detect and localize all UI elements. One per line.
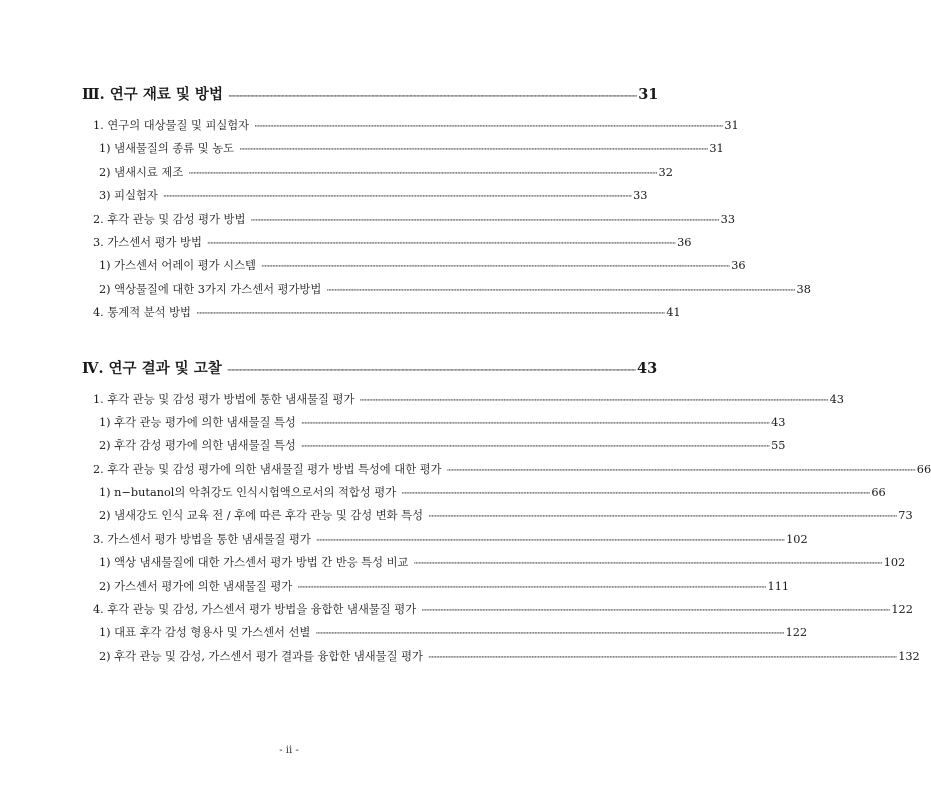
toc-entry-title: 3. 가스센서 평가 방법 bbox=[93, 235, 202, 249]
toc-entry-title: 1) 가스센서 어레이 평가 시스템 bbox=[99, 259, 256, 273]
toc-chapter-title: Ⅲ. 연구 재료 및 방법 bbox=[82, 86, 223, 103]
toc-leader-dots: ············································································································································································································································································································ bbox=[359, 395, 828, 406]
toc-subsection[interactable] bbox=[82, 434, 786, 457]
toc-subsection[interactable] bbox=[82, 254, 746, 277]
toc-chapter-4-items bbox=[82, 388, 931, 669]
toc-entry-title: 3) 피실험자 bbox=[99, 189, 158, 203]
toc-entry-title: 2) 냄새시료 제조 bbox=[99, 165, 184, 179]
toc-leader-dots: ············································································································································································································································································································ bbox=[226, 365, 636, 376]
toc-page-number: 33 bbox=[633, 189, 648, 203]
toc-section[interactable] bbox=[82, 208, 736, 231]
toc-leader-dots: ············································································································································································································································································································ bbox=[315, 535, 785, 546]
toc-entry-title: 1) 냄새물질의 종류 및 농도 bbox=[99, 142, 235, 156]
toc-entry-title: 2) 액상물질에 대한 3가지 가스센서 평가방법 bbox=[99, 282, 322, 296]
page-footer-number: - ii - bbox=[279, 745, 299, 756]
toc-chapter-3-items bbox=[82, 114, 811, 325]
toc-leader-dots: ············································································································································································································································································································ bbox=[300, 442, 770, 453]
toc-page-number: 102 bbox=[786, 532, 808, 546]
toc-page-number: 36 bbox=[677, 235, 692, 249]
toc-page-number: 73 bbox=[898, 509, 913, 523]
toc-entry-title: 2) 후각 관능 및 감성, 가스센서 평가 결과를 융합한 냄새물질 평가 bbox=[99, 649, 423, 663]
toc-subsection[interactable] bbox=[82, 645, 920, 668]
toc-leader-dots: ············································································································································································································································································································ bbox=[162, 192, 632, 203]
toc-leader-dots: ············································································································································································································································································································ bbox=[206, 238, 676, 249]
toc-page-number: 38 bbox=[796, 282, 811, 296]
toc-subsection[interactable] bbox=[82, 184, 648, 207]
toc-page-number: 41 bbox=[666, 306, 681, 320]
toc-page-number: 31 bbox=[638, 86, 659, 103]
toc-section[interactable] bbox=[82, 458, 931, 481]
toc-entry-title: 2) 냄새강도 인식 교육 전 / 후에 따른 후각 관능 및 감성 변화 특성 bbox=[99, 509, 423, 523]
toc-chapter-3[interactable] bbox=[82, 84, 659, 106]
toc-leader-dots: ············································································································································································································································································································ bbox=[428, 512, 897, 523]
toc-chapter-title: Ⅳ. 연구 결과 및 고찰 bbox=[82, 359, 222, 377]
toc-section[interactable] bbox=[82, 598, 913, 621]
toc-entry-title: 1) 액상 냄새물질에 대한 가스센서 평가 방법 간 반응 특성 비교 bbox=[99, 556, 409, 570]
toc-leader-dots: ············································································································································································································································································································ bbox=[195, 309, 665, 320]
toc-page-number: 36 bbox=[731, 259, 746, 273]
toc-entry-title: 1) n−butanol의 악취강도 인식시험액으로서의 적합성 평가 bbox=[99, 486, 397, 500]
toc-leader-dots: ············································································································································································································································································································ bbox=[446, 465, 915, 476]
toc-page-number: 122 bbox=[785, 626, 808, 640]
toc-entry-title: 1. 후각 관능 및 감성 평가 방법에 통한 냄새물질 평가 bbox=[93, 392, 355, 406]
toc-page-number: 111 bbox=[767, 579, 790, 593]
toc-leader-dots: ············································································································································································································································································································ bbox=[401, 489, 870, 500]
toc-page-number: 43 bbox=[829, 392, 844, 406]
toc-entry-title: 2) 가스센서 평가에 의한 냄새물질 평가 bbox=[99, 579, 293, 593]
toc-entry-title: 2. 후각 관능 및 감성 평가 방법 bbox=[93, 212, 246, 226]
toc-subsection[interactable] bbox=[82, 481, 886, 504]
toc-subsection[interactable] bbox=[82, 575, 790, 598]
toc-entry-title: 4. 통계적 분석 방법 bbox=[93, 306, 191, 320]
toc-page-number: 43 bbox=[637, 359, 658, 377]
toc-page-number: 43 bbox=[771, 415, 786, 429]
toc-leader-dots: ············································································································································································································································································································ bbox=[421, 606, 890, 617]
toc-entry-title: 1) 후각 관능 평가에 의한 냄새물질 특성 bbox=[99, 415, 296, 429]
toc-subsection[interactable] bbox=[82, 621, 808, 644]
toc-leader-dots: ············································································································································································································································································································ bbox=[315, 629, 784, 640]
toc-section[interactable] bbox=[82, 388, 844, 411]
toc-subsection[interactable] bbox=[82, 504, 913, 527]
toc-page-number: 55 bbox=[771, 439, 786, 453]
toc-entry-title: 3. 가스센서 평가 방법을 통한 냄새물질 평가 bbox=[93, 532, 311, 546]
toc-entry-title: 4. 후각 관능 및 감성, 가스센서 평가 방법을 융합한 냄새물질 평가 bbox=[93, 603, 417, 617]
toc-page-number: 31 bbox=[709, 142, 724, 156]
toc-section[interactable] bbox=[82, 528, 808, 551]
toc-leader-dots: ············································································································································································································································································································ bbox=[427, 652, 897, 663]
toc-page-number: 132 bbox=[898, 649, 920, 663]
toc-leader-dots: ············································································································································································································································································································ bbox=[300, 418, 770, 429]
toc-leader-dots: ············································································································································································································································································································ bbox=[413, 559, 882, 570]
toc-page-number: 66 bbox=[871, 486, 886, 500]
toc-subsection[interactable] bbox=[82, 411, 786, 434]
toc-page-number: 66 bbox=[916, 462, 931, 476]
toc-subsection[interactable] bbox=[82, 161, 673, 184]
toc-entry-title: 1. 연구의 대상물질 및 피실험자 bbox=[93, 119, 250, 132]
toc-subsection[interactable] bbox=[82, 551, 906, 574]
toc-leader-dots: ············································································································································································································································································································ bbox=[188, 168, 657, 179]
toc-leader-dots: ············································································································································································································································································································ bbox=[254, 122, 723, 132]
toc-entry-title: 1) 대표 후각 감성 형용사 및 가스센서 선별 bbox=[99, 626, 311, 640]
toc-leader-dots: ············································································································································································································································································································ bbox=[250, 215, 719, 226]
toc-page-number: 122 bbox=[891, 603, 913, 617]
toc-page-number: 32 bbox=[658, 165, 673, 179]
toc-leader-dots: ············································································································································································································································································································ bbox=[326, 285, 795, 296]
toc-section[interactable] bbox=[82, 231, 692, 254]
toc-leader-dots: ············································································································································································································································································································ bbox=[239, 145, 708, 156]
toc-section[interactable] bbox=[82, 114, 739, 137]
table-of-contents bbox=[82, 84, 931, 668]
toc-page-number: 33 bbox=[720, 212, 736, 226]
toc-entry-title: 2) 후각 감성 평가에 의한 냄새물질 특성 bbox=[99, 439, 296, 453]
toc-subsection[interactable] bbox=[82, 278, 811, 301]
toc-chapter-4[interactable] bbox=[82, 358, 658, 380]
toc-leader-dots: ············································································································································································································································································································ bbox=[227, 92, 637, 102]
toc-page-number: 31 bbox=[724, 119, 739, 132]
toc-page-number: 102 bbox=[883, 556, 906, 570]
toc-subsection[interactable] bbox=[82, 137, 724, 160]
toc-leader-dots: ············································································································································································································································································································ bbox=[260, 262, 730, 273]
toc-entry-title: 2. 후각 관능 및 감성 평가에 의한 냄새물질 평가 방법 특성에 대한 평가 bbox=[93, 462, 442, 476]
toc-leader-dots: ············································································································································································································································································································ bbox=[297, 582, 766, 593]
toc-section[interactable] bbox=[82, 301, 681, 324]
